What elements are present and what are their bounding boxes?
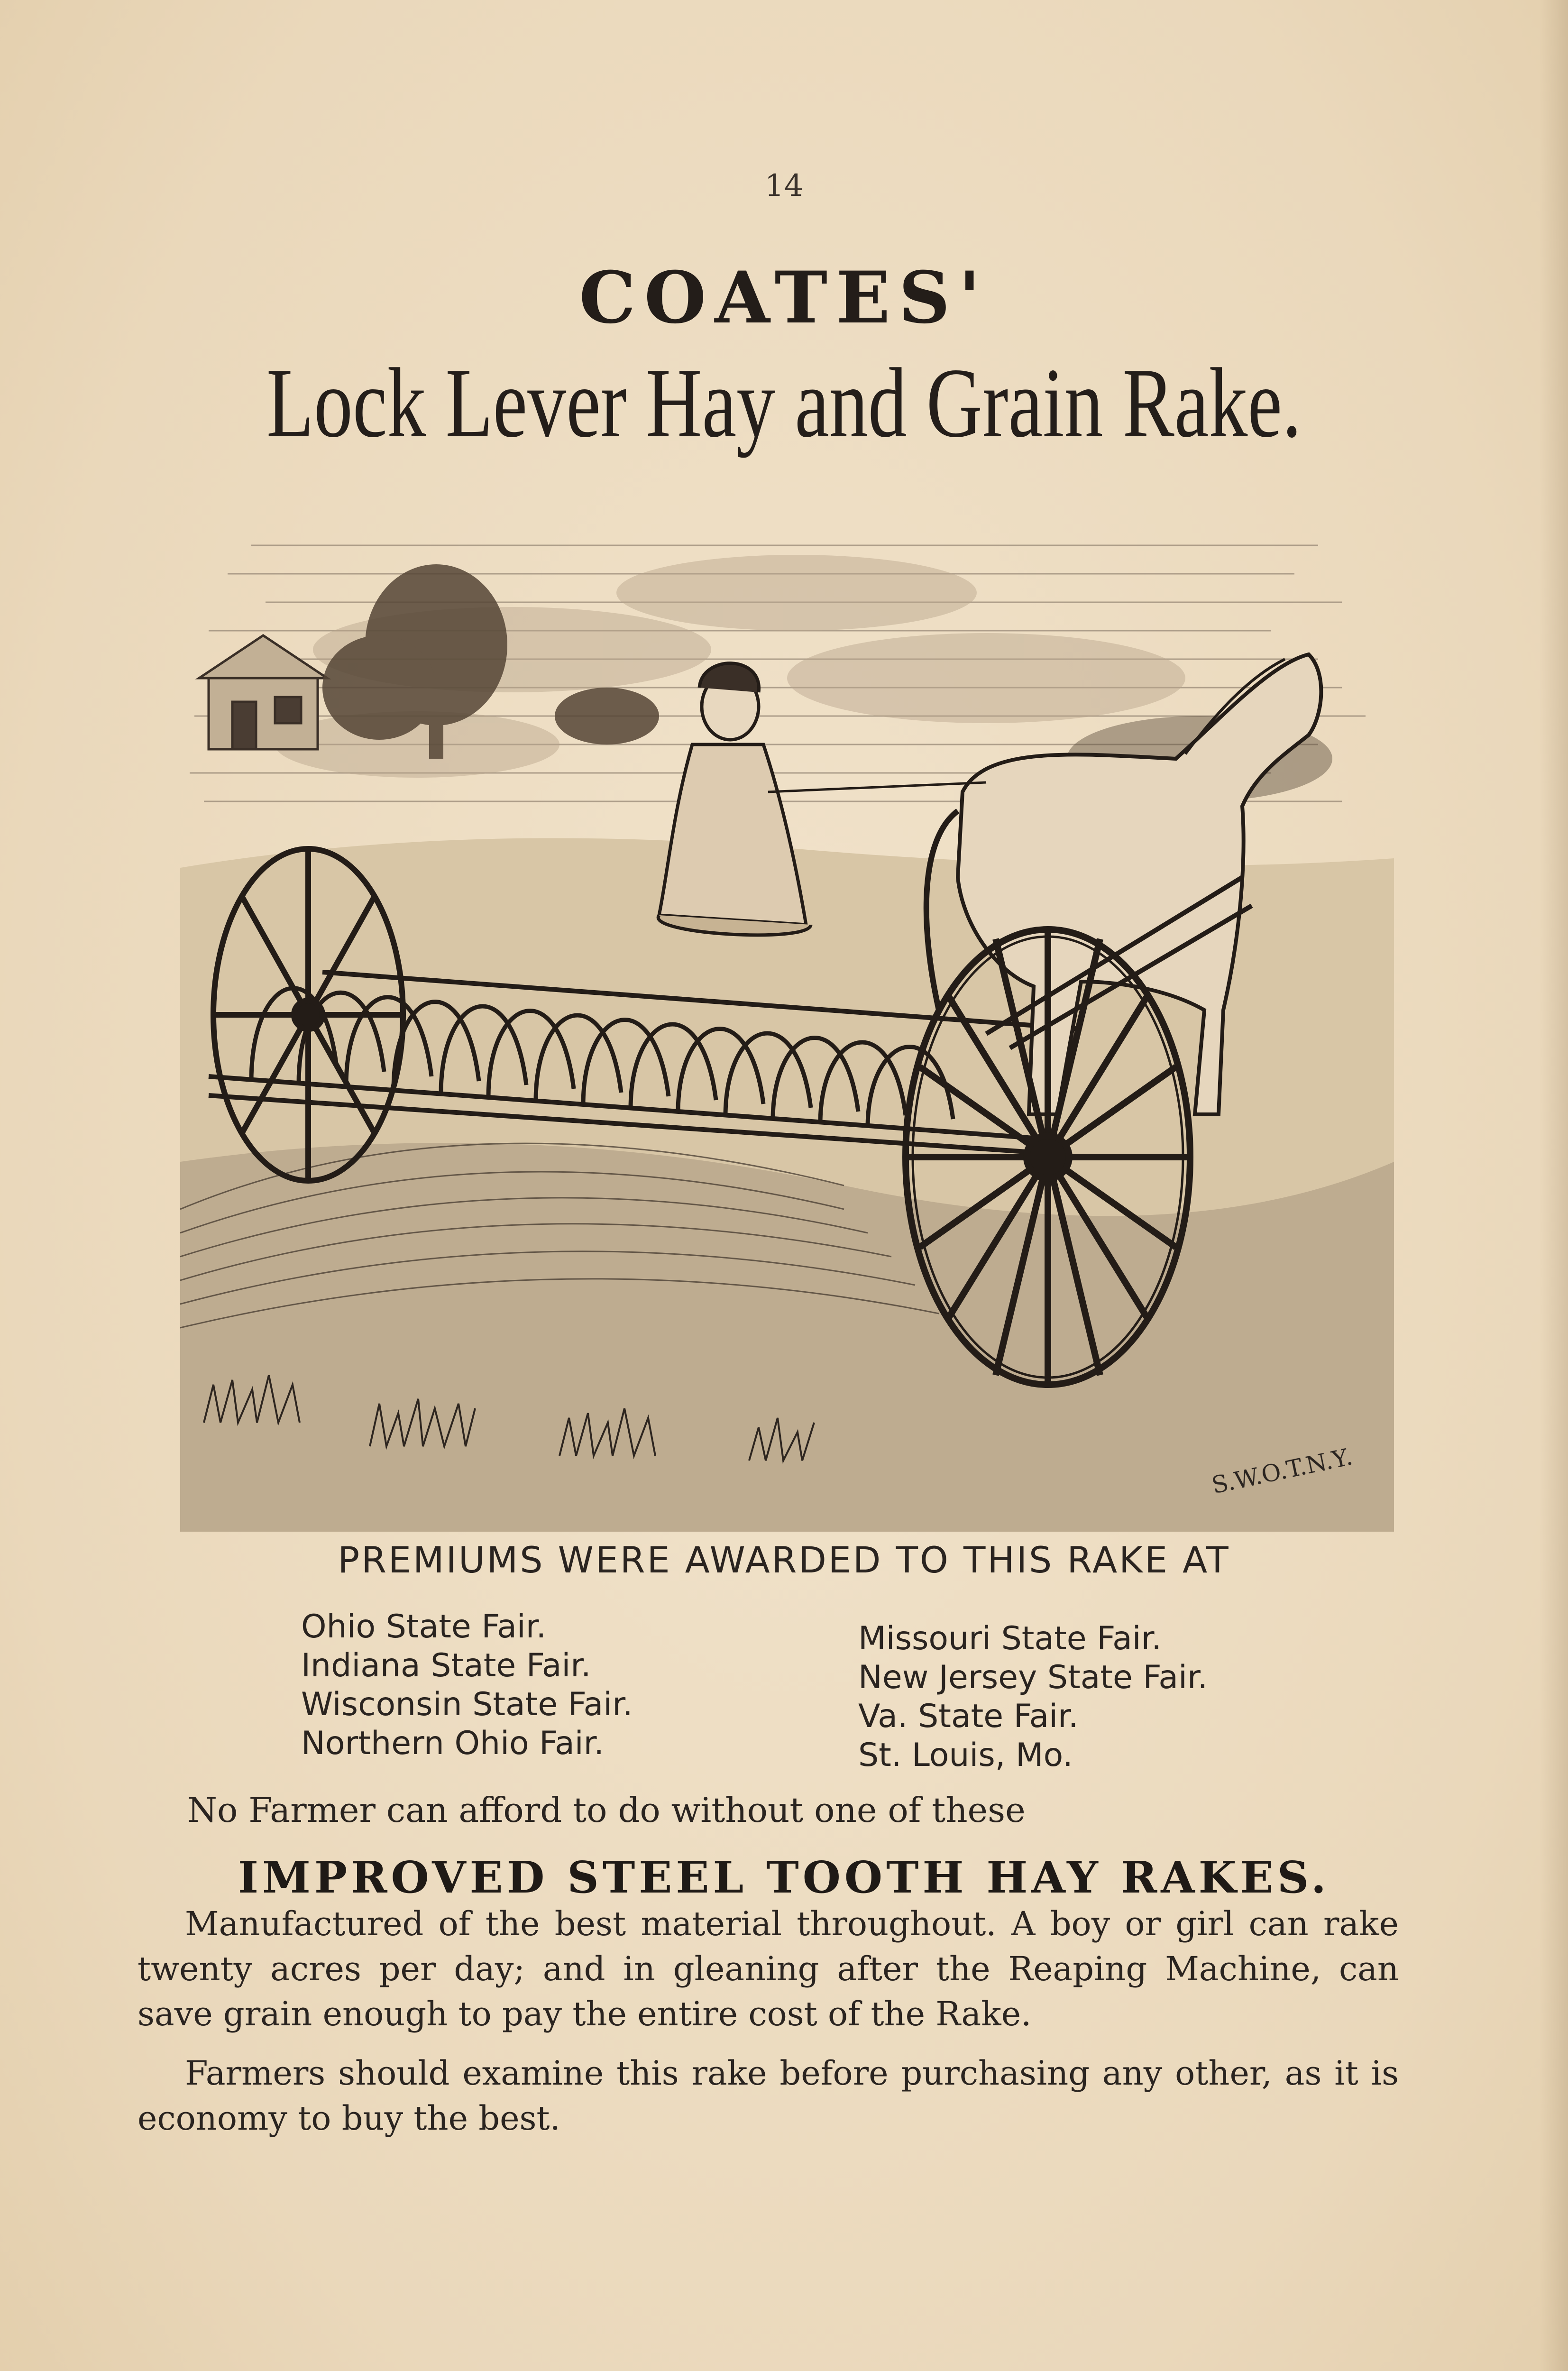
- premiums-heading: PREMIUMS WERE AWARDED TO THIS RAKE AT: [338, 1539, 1230, 1581]
- engraver-mark: S.W.O.T.N.Y.: [1209, 1443, 1355, 1499]
- body-paragraph-2: Farmers should examine this rake before purchasing any other, as it is economy to buy the best.: [138, 2054, 1399, 2138]
- body-paragraph-1: Manufactured of the best material throughout. A boy or girl can rake twenty acres per day; and in gleaning after the Reaping Machine, can save grain enough to pay the entire cost of the Rake.: [138, 1904, 1399, 2033]
- fair-item: New Jersey State Fair.: [858, 1659, 1208, 1696]
- farmhouse: [199, 635, 327, 749]
- product-heading: IMPROVED STEEL TOOTH HAY RAKES.: [238, 1852, 1330, 1903]
- page-title: Lock Lever Hay and Grain Rake.: [266, 348, 1302, 458]
- page-number: 14: [764, 168, 804, 203]
- fair-item: Va. State Fair.: [858, 1698, 1079, 1735]
- fair-item: Indiana State Fair.: [301, 1647, 591, 1684]
- fair-item: St. Louis, Mo.: [858, 1737, 1073, 1774]
- fair-item: Missouri State Fair.: [858, 1620, 1162, 1657]
- intro-line: No Farmer can afford to do without one of these: [187, 1790, 1026, 1830]
- fair-item: Wisconsin State Fair.: [301, 1686, 633, 1723]
- page-edge-shadow: [1540, 0, 1568, 2371]
- hay-rake-engraving: [180, 450, 1394, 1532]
- fair-item: Northern Ohio Fair.: [301, 1725, 604, 1762]
- fair-item: Ohio State Fair.: [301, 1608, 547, 1645]
- fairs-right-column: [858, 1619, 1208, 1775]
- fairs-left-column: [301, 1608, 633, 1763]
- brand-heading: COATES': [579, 256, 989, 340]
- left-wheel: [213, 849, 403, 1181]
